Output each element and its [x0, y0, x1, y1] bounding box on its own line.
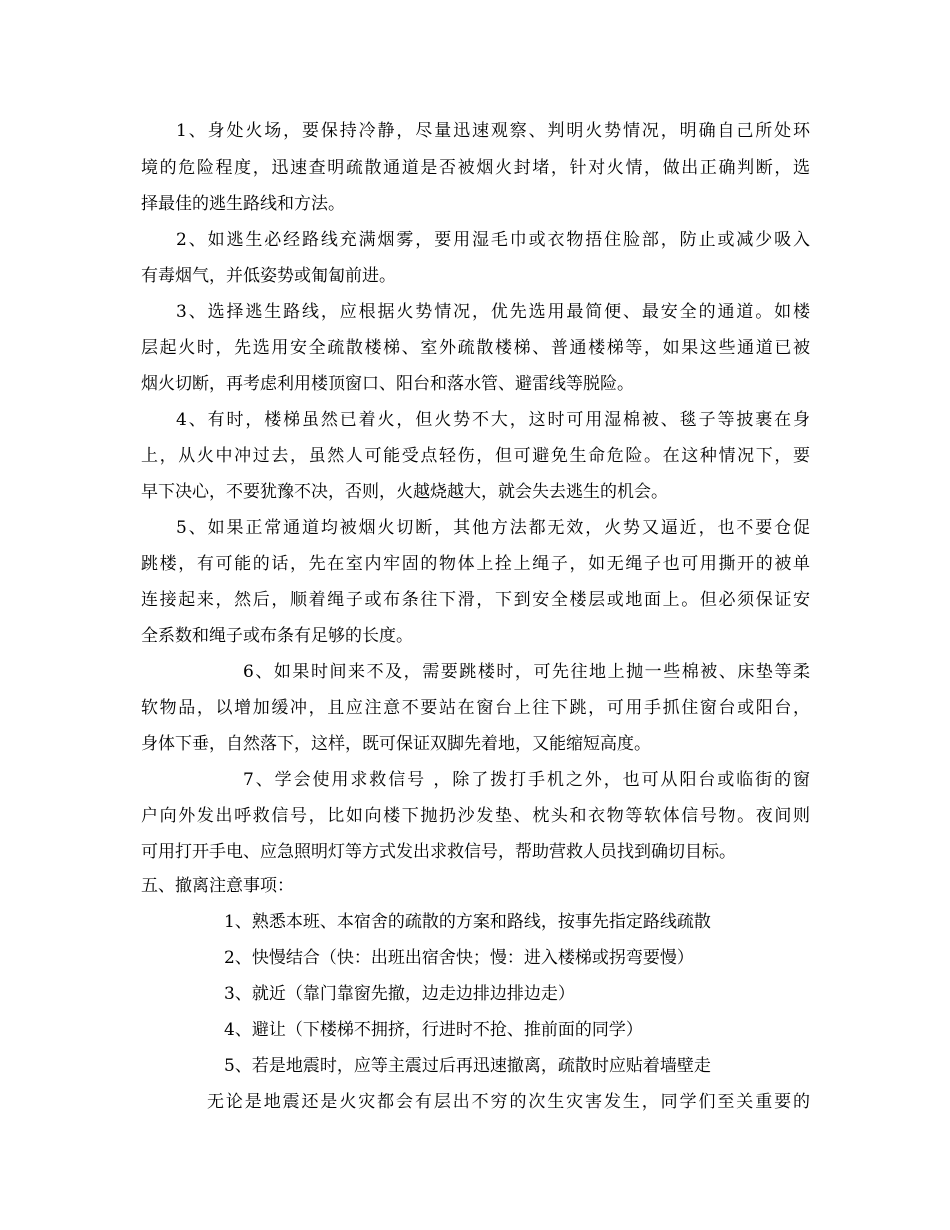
paragraph-7-line-3: 可用打开手电、应急照明灯等方式发出求救信号，帮助营救人员找到确切目标。	[141, 842, 736, 862]
section-heading: 五、撤离注意事项：	[141, 876, 294, 896]
evac-item-5: 5、若是地震时，应等主震过后再迅速撤离，疏散时应贴着墙壁走	[224, 1056, 711, 1076]
evac-item-2: 2、快慢结合（快：出班出宿舍快；慢：进入楼梯或拐弯要慢）	[224, 948, 694, 968]
paragraph-6-line-1: 6、如果时间来不及，需要跳楼时，可先往地上抛一些棉被、床垫等柔	[243, 662, 810, 682]
paragraph-6-line-3: 身体下垂，自然落下，这样，既可保证双脚先着地，又能缩短高度。	[141, 734, 651, 754]
paragraph-3-line-1: 3、选择逃生路线，应根据火势情况，优先选用最简便、最安全的通道。如楼	[176, 302, 810, 322]
paragraph-1-line-1: 1、身处火场，要保持冷静，尽量迅速观察、判明火势情况，明确自己所处环	[176, 121, 810, 141]
evac-item-3: 3、就近（靠门靠窗先撤，边走边排边排边走）	[224, 984, 575, 1004]
closing-line: 无论是地震还是火灾都会有层出不穷的次生灾害发生，同学们至关重要的	[207, 1092, 810, 1112]
paragraph-6-line-2: 软物品，以增加缓冲，且应注意不要站在窗台上往下跳，可用手抓住窗台或阳台，	[141, 698, 810, 718]
paragraph-4-line-3: 早下决心，不要犹豫不决，否则，火越烧越大，就会失去逃生的机会。	[141, 482, 668, 502]
paragraph-3-line-3: 烟火切断，再考虑利用楼顶窗口、阳台和落水管、避雷线等脱险。	[141, 374, 634, 394]
paragraph-5-line-4: 全系数和绳子或布条有足够的长度。	[141, 626, 413, 646]
paragraph-3-line-2: 层起火时，先选用安全疏散楼梯、室外疏散楼梯、普通楼梯等，如果这些通道已被	[141, 338, 810, 358]
paragraph-7-line-2: 户向外发出呼救信号，比如向楼下抛扔沙发垫、枕头和衣物等软体信号物。夜间则	[141, 806, 810, 826]
evac-item-4: 4、避让（下楼梯不拥挤，行进时不抢、推前面的同学）	[224, 1020, 643, 1040]
paragraph-4-line-2: 上，从火中冲过去，虽然人可能受点轻伤，但可避免生命危险。在这种情况下，要	[141, 446, 810, 466]
paragraph-1-line-2: 境的危险程度，迅速查明疏散通道是否被烟火封堵，针对火情，做出正确判断，选	[141, 158, 810, 178]
paragraph-7-line-1: 7、学会使用求救信号 ，除了拨打手机之外，也可从阳台或临街的窗	[243, 770, 810, 790]
paragraph-5-line-2: 跳楼，有可能的话，先在室内牢固的物体上拴上绳子，如无绳子也可用撕开的被单	[141, 554, 810, 574]
evac-item-1: 1、熟悉本班、本宿舍的疏散的方案和路线，按事先指定路线疏散	[224, 912, 711, 932]
paragraph-1-line-3: 择最佳的逃生路线和方法。	[141, 194, 345, 214]
paragraph-2-line-1: 2、如逃生必经路线充满烟雾，要用湿毛巾或衣物捂住脸部，防止或减少吸入	[176, 230, 810, 250]
paragraph-5-line-1: 5、如果正常通道均被烟火切断，其他方法都无效，火势又逼近，也不要仓促	[176, 518, 810, 538]
paragraph-2-line-2: 有毒烟气，并低姿势或匍匐前进。	[141, 266, 396, 286]
paragraph-5-line-3: 连接起来，然后，顺着绳子或布条往下滑，下到安全楼层或地面上。但必须保证安	[141, 590, 810, 610]
paragraph-4-line-1: 4、有时，楼梯虽然已着火，但火势不大，这时可用湿棉被、毯子等披裹在身	[176, 410, 810, 430]
